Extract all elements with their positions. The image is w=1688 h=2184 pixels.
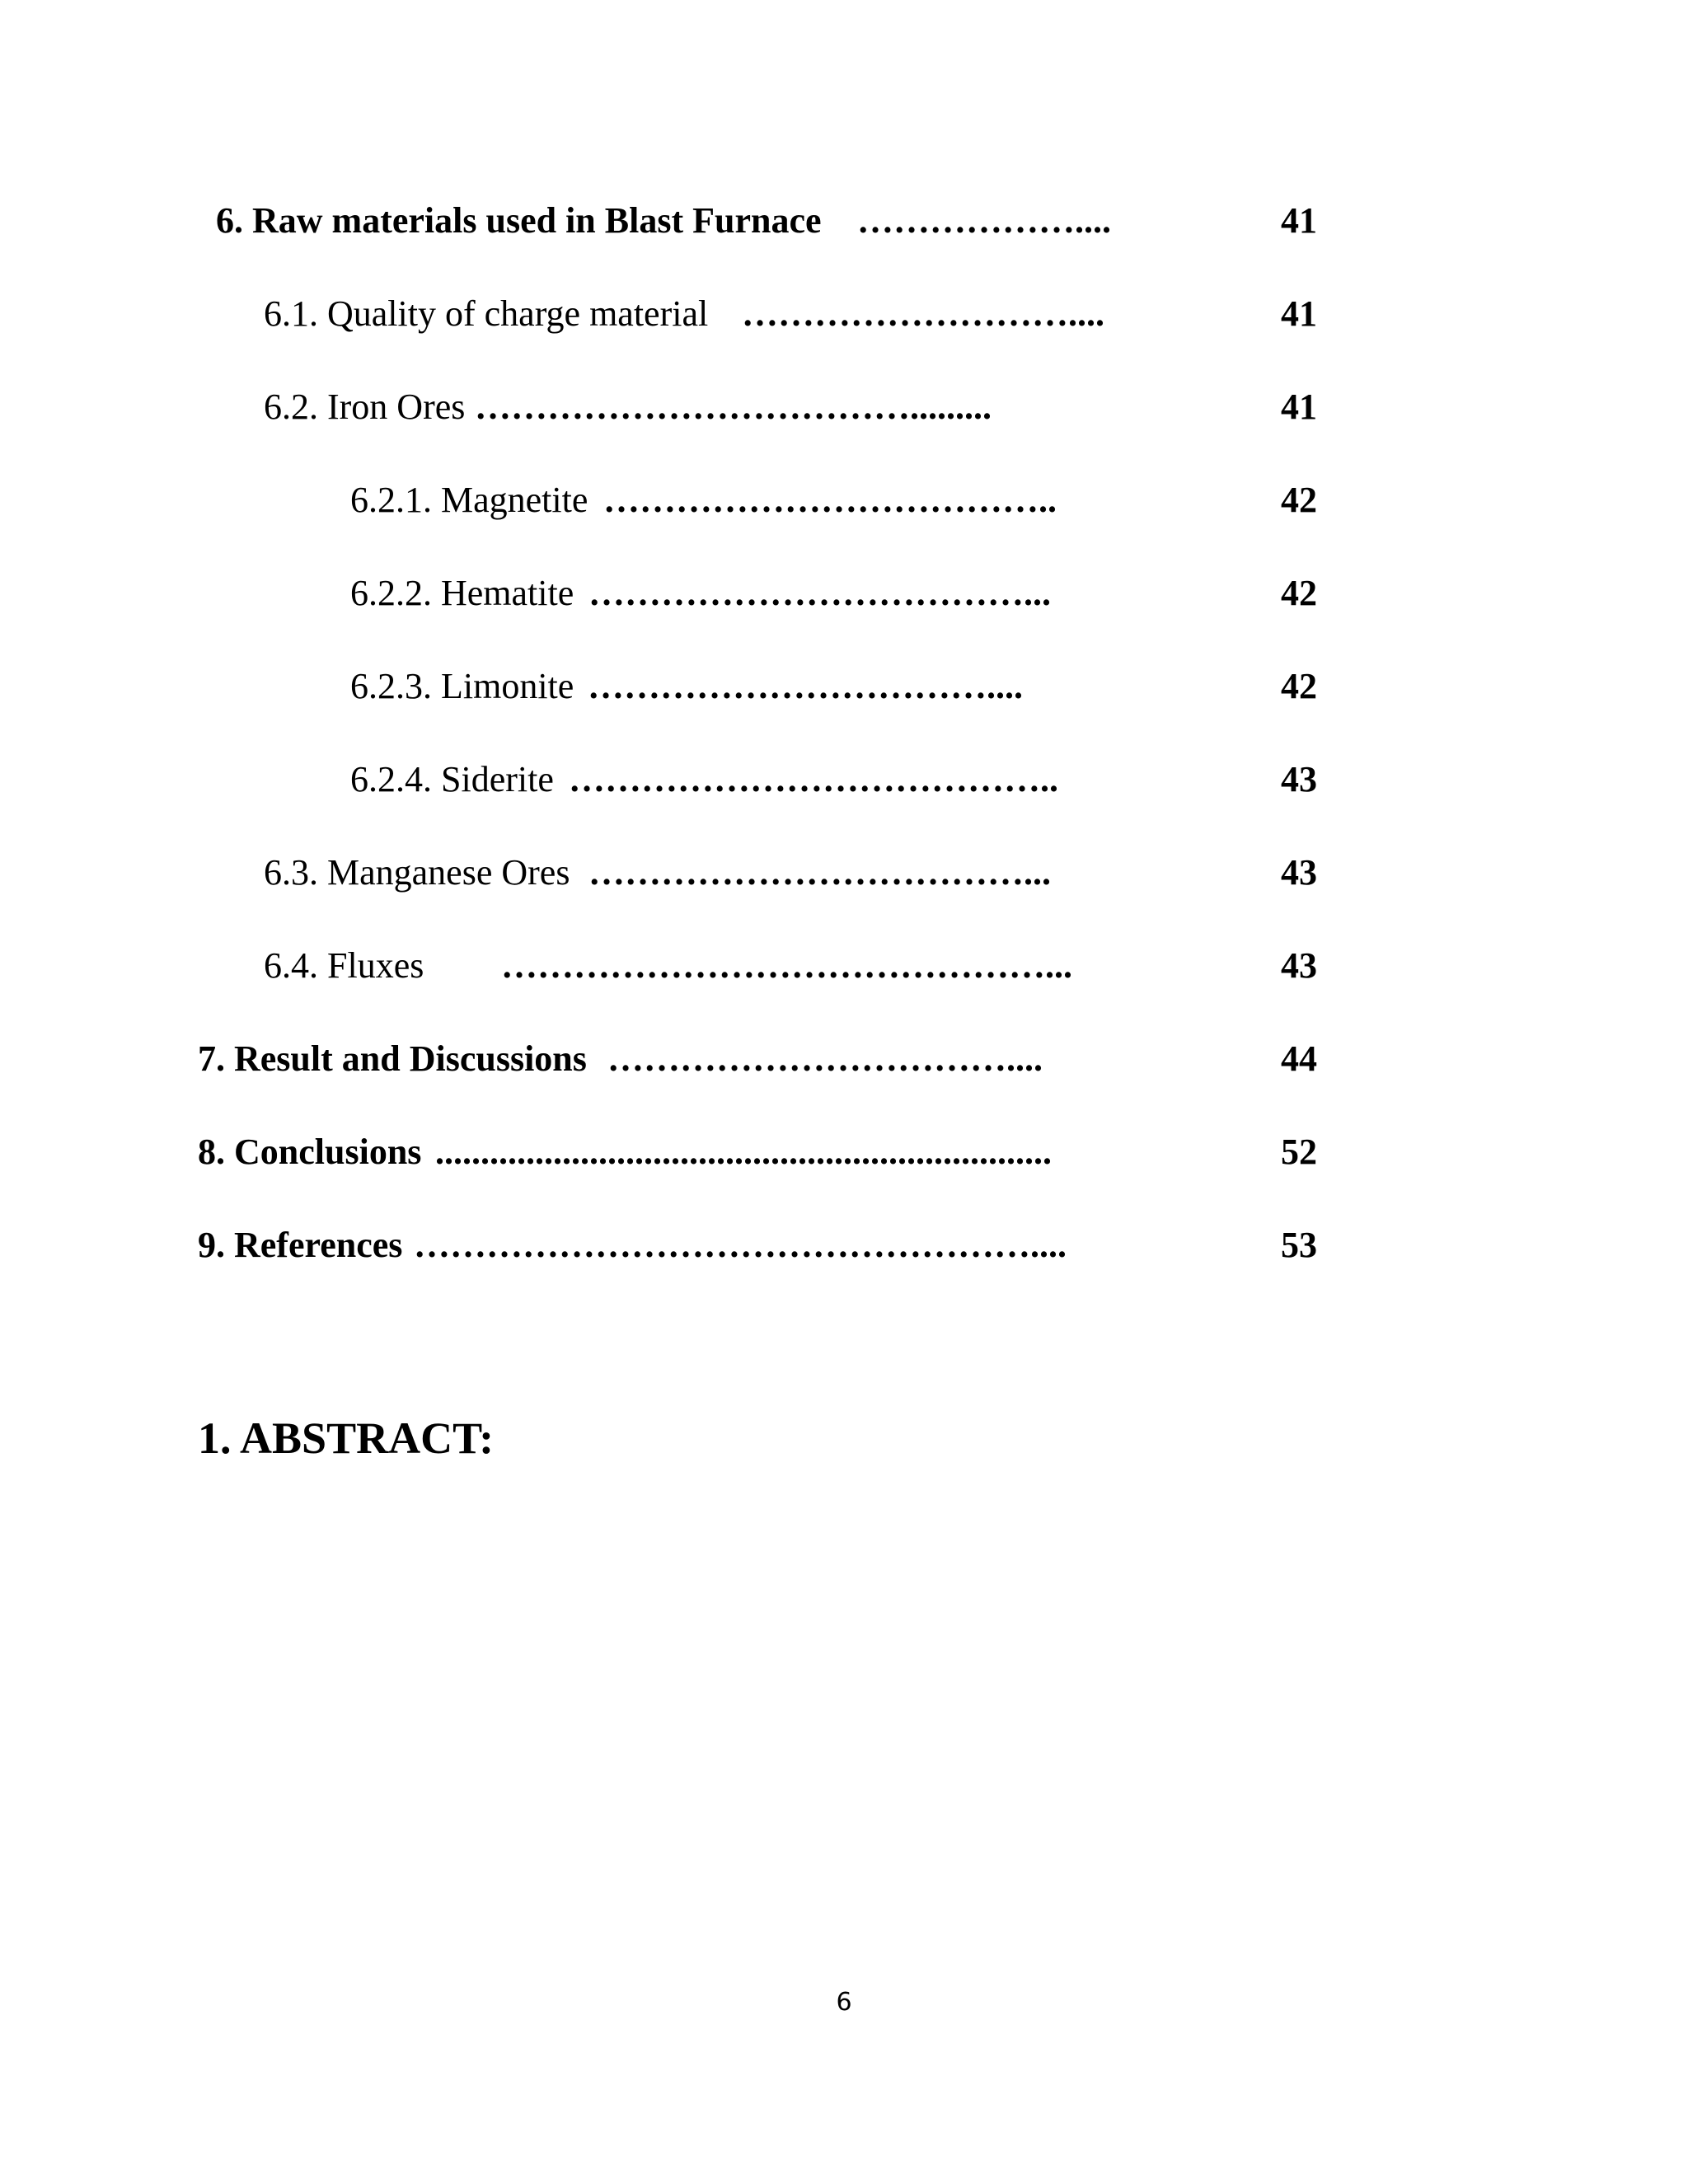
toc-entry-title: 9. References [198,1225,403,1265]
toc-entry-page: 42 [1281,666,1317,706]
toc-entry-leader: …………………………….... [588,666,1023,706]
toc-entry [0,188,1688,254]
page-number: 6 [836,1988,852,2017]
section-heading: 1. ABSTRACT: [198,1413,495,1463]
toc-entry-leader: ………………………………......... [475,387,992,427]
toc-entry [0,1119,1688,1185]
toc-entry-page: 41 [1281,200,1317,241]
toc-entry-leader: ………………………………….. [569,759,1058,799]
toc-entry-leader: ……………………….... [742,293,1104,334]
toc-entry-page: 43 [1281,759,1317,799]
toc-entry-page: 43 [1281,852,1317,893]
toc-entry-leader: …………………………………………….... [414,1225,1067,1265]
toc-entry-leader: ………………………………... [588,573,1051,613]
toc-entry [0,933,1688,999]
toc-entry-title: 6.2.1. Magnetite [350,480,588,520]
toc-entry-title: 6.1. Quality of charge material [264,293,709,334]
toc-entry [0,560,1688,626]
toc-entry-title: 6.2. Iron Ores [264,387,466,427]
toc-entry-page: 52 [1281,1132,1317,1172]
toc-entry-page: 41 [1281,293,1317,334]
toc-entry-title: 6.3. Manganese Ores [264,852,570,893]
toc-entry-leader: ……………………………….. [603,480,1057,520]
toc-entry-page: 44 [1281,1038,1317,1079]
toc-entry [0,281,1688,347]
toc-entry [0,840,1688,906]
toc-entry-leader: …………………………….... [607,1038,1043,1079]
toc-entry [0,374,1688,440]
toc-entry [0,467,1688,533]
toc-entry-title: 6.2.2. Hematite [350,573,574,613]
toc-entry-page: 43 [1281,945,1317,986]
toc-entry-title: 6.2.3. Limonite [350,666,574,706]
toc-entry [0,1212,1688,1278]
toc-entry-leader: ……………….... [857,200,1111,241]
toc-entry [0,654,1688,719]
toc-entry [0,747,1688,813]
toc-entry-title: 8. Conclusions [198,1132,422,1172]
toc-entry-leader: ………………………………………... [501,945,1072,986]
toc-entry [0,1026,1688,1092]
toc-entry-page: 53 [1281,1225,1317,1265]
toc-entry-page: 41 [1281,387,1317,427]
toc-entry-title: 6. Raw materials used in Blast Furnace [216,200,822,241]
toc-entry-leader: ………………………………... [588,852,1051,893]
toc-entry-page: 42 [1281,573,1317,613]
toc-entry-title: 6.4. Fluxes [264,945,424,986]
toc-entry-title: 7. Result and Discussions [198,1038,587,1079]
toc-entry-leader: .................................................................... [435,1132,1052,1172]
toc-entry-title: 6.2.4. Siderite [350,759,554,799]
toc-entry-page: 42 [1281,480,1317,520]
